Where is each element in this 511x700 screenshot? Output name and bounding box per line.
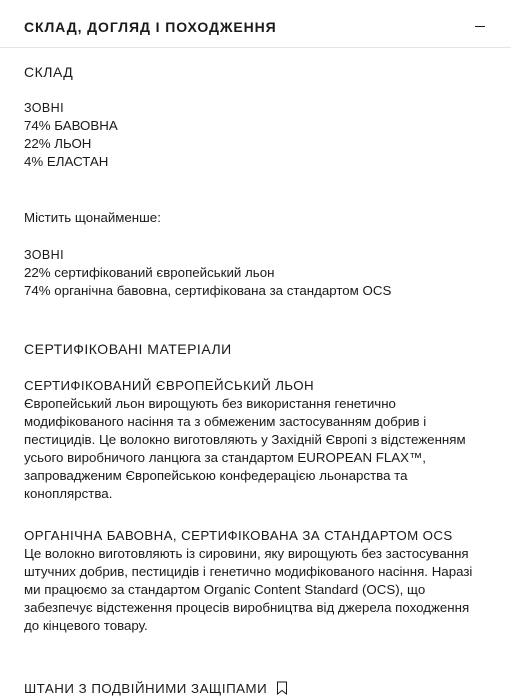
- minus-icon: [475, 26, 485, 27]
- contains-part-label: ЗОВНІ: [24, 248, 64, 262]
- product-title: ШТАНИ З ПОДВІЙНИМИ ЗАЩІПАМИ: [24, 680, 268, 696]
- accordion-title: СКЛАД, ДОГЛЯД І ПОХОДЖЕННЯ: [24, 19, 277, 35]
- material-description-line: ми працюємо за стандартом Organic Content Standard (OCS), що: [24, 582, 426, 597]
- material-description: [24, 545, 494, 635]
- material-description-line: забезпечує відстеження процесів виробництва від джерела походження: [24, 600, 470, 615]
- material-description-line: Це волокно виготовляють із сировини, яку вирощують без застосування: [24, 546, 469, 561]
- product-title-row: [24, 678, 288, 698]
- accordion-header[interactable]: [0, 0, 511, 48]
- composition-item: 74% БАВОВНА: [24, 118, 118, 133]
- composition-part-label: ЗОВНІ: [24, 101, 64, 115]
- material-title: ОРГАНІЧНА БАВОВНА, СЕРТИФІКОВАНА ЗА СТАНДАРТОМ OCS: [24, 528, 453, 543]
- collapse-button[interactable]: [473, 14, 489, 32]
- material-description-line: до кінцевого товару.: [24, 618, 148, 633]
- material-description-line: штучних добрив, пестицидів і генетично модифікованого насіння. Наразі: [24, 564, 473, 579]
- material-description: [24, 395, 494, 503]
- bookmark-icon: [276, 681, 288, 695]
- material-description-line: модифікованого насіння та з обмеженим застосуванням добрив і: [24, 414, 427, 429]
- material-description-line: пестицидів. Це волокно виготовляють у Західній Європі з відстеженням: [24, 432, 466, 447]
- composition-item: 4% ЕЛАСТАН: [24, 154, 109, 169]
- composition-item: 22% ЛЬОН: [24, 136, 92, 151]
- composition-heading: СКЛАД: [24, 64, 74, 80]
- material-description-line: Європейський льон вирощують без використання генетично: [24, 396, 396, 411]
- material-title: СЕРТИФІКОВАНИЙ ЄВРОПЕЙСЬКИЙ ЛЬОН: [24, 378, 314, 393]
- material-description-line: усього виробничого ланцюга за стандартом EUROPEAN FLAX™,: [24, 450, 426, 465]
- material-description-line: запровадженим Європейською конфедерацією льонарства та: [24, 468, 408, 483]
- contains-intro: Містить щонайменше:: [24, 210, 161, 225]
- material-description-line: коноплярства.: [24, 486, 113, 501]
- certified-materials-heading: СЕРТИФІКОВАНІ МАТЕРІАЛИ: [24, 341, 232, 357]
- contains-item: 22% сертифікований європейський льон: [24, 265, 275, 280]
- contains-item: 74% органічна бавовна, сертифікована за стандартом OCS: [24, 283, 392, 298]
- bookmark-button[interactable]: [276, 681, 288, 695]
